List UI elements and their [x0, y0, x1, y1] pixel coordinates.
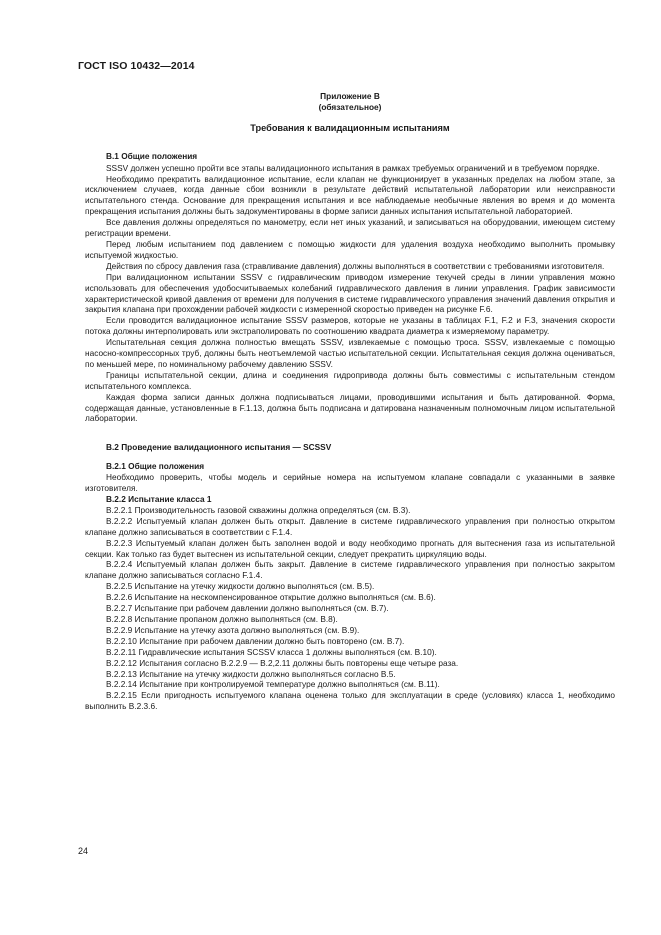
subsection-heading-b22: В.2.2 Испытание класса 1 [106, 494, 212, 504]
clause-item: В.2.2.3 Испытуемый клапан должен быть заполнен водой и воду необходимо прогнать для вытеснения газа из испытательной секции. Как только газ будет вытеснен из испытательной секции, следует прекратить циркуляцию воды. [85, 537, 615, 559]
paragraph: Все давления должны определяться по манометру, если нет иных указаний, и записываться на оборудовании, имеющем систему регистрации времени. [85, 217, 615, 239]
clause-item: В.2.2.7 Испытание при рабочем давлении должно выполняться (см. В.7). [106, 603, 389, 614]
clause-item: В.2.2.9 Испытание на утечку азота должно выполняться (см. В.9). [106, 624, 360, 635]
clause-item: В.2.2.15 Если пригодность испытуемого клапана оценена только для эксплуатации в среде (условиях) класса 1, необходимо выполнить В.2.3.6. [85, 690, 615, 712]
clause-item: В.2.2.1 Производительность газовой скважины должна определяться (см. В.3). [106, 504, 411, 515]
clause-item: В.2.2.4 Испытуемый клапан должен быть закрыт. Давление в системе гидравлического управления при полностью закрытом клапане должно записываться согласно F.1.4. [85, 559, 615, 581]
clause-item: В.2.2.11 Гидравлические испытания SCSSV класса 1 должны выполняться (см. В.10). [106, 646, 437, 657]
paragraph: Если проводится валидационное испытание SSSV размеров, которые не указаны в таблицах F.1, F.2 и F.3, значения скорости потока должны интерполировать или экстраполировать по соотношению квадрата диаметра к измеряемому параметру. [85, 315, 615, 337]
clause-item: В.2.2.13 Испытание на утечку жидкости должно выполняться согласно В.5. [106, 668, 396, 679]
paragraph: Каждая форма записи данных должна подписываться лицами, проводившими испытания и быть датированной. Форма, содержащая данные, установленные в F.1.13, должна быть подписана и датирована назначенным полномочным лицом испытательной лаборатории. [85, 391, 615, 424]
section-heading-b2: В.2 Проведение валидационного испытания — SCSSV [106, 442, 332, 453]
paragraph: Перед любым испытанием под давлением с помощью жидкости для удаления воздуха необходимо выполнить промывку испытуемой жидкостью. [85, 238, 615, 260]
annex-status: (обязательное) [318, 101, 382, 112]
subsection-heading-b21: В.2.1 Общие положения [106, 461, 205, 472]
document-header: ГОСТ ISO 10432—2014 [78, 60, 195, 72]
annex-name: Приложение В [320, 91, 380, 101]
clause-item: В.2.2.6 Испытание на нескомпенсированное открытие должно выполняться (см. В.6). [106, 592, 436, 603]
paragraph: Необходимо прекратить валидационное испытание, если клапан не функционирует в указанных пределах на любом этапе, за исключением случаев, когда данные сбои возникли в результате действий испытательной лаборатории или неисправности испытательного стенда. Основание для прекращения испытания и все наблюдаемые необычные явления во время и до момента прекращения испытания должны быть задокументированы в форме записи данных испытания испытательной лабораторией. [85, 173, 615, 217]
paragraph: Испытательная секция должна полностью вмещать SSSV, извлекаемые с помощью троса. SSSV, извлекаемые с помощью насосно-компрессорных труб, должны быть неотъемлемой частью испытательной секции. Испытательная секция должна оцениваться, по меньшей мере, по номинальному рабочему давлению SSSV. [85, 337, 615, 369]
paragraph: При валидационном испытании SSSV с гидравлическим приводом измерение текучей среды в линии управления можно использовать для обеспечения удобосчитываемых колебаний гидравлического давления в линии управления. График зависимости характеристической кривой давления от времени для получения в системе гидравлического управления значений давления открытия и закрытия клапана при прохождении рабочей жидкости с измеренной скоростью приведен на рисунке F.6. [85, 271, 615, 315]
paragraph: Необходимо проверить, чтобы модель и серийные номера на испытуемом клапане совпадали с указанными в заявке изготовителя. [85, 472, 615, 494]
annex-title: Требования к валидационным испытаниям [250, 122, 450, 133]
paragraph: Границы испытательной секции, длина и соединения гидропривода должны быть совместимы с испытательным стендом испытательного комплекса. [85, 369, 615, 391]
paragraph: SSSV должен успешно пройти все этапы валидационного испытания в рамках требуемых ограничений и в требуемом порядке. [106, 162, 600, 173]
page-number: 24 [78, 846, 89, 856]
clause-item: В.2.2.14 Испытание при контролируемой температуре должно выполняться (см. В.11). [106, 679, 440, 690]
clause-item: В.2.2.2 Испытуемый клапан должен быть открыт. Давление в системе гидравлического управления при полностью открытом клапане должно записываться в соответствии с F.1.4. [85, 515, 615, 537]
section-heading-b1: В.1 Общие положения [106, 150, 198, 161]
clause-item: В.2.2.10 Испытание при рабочем давлении должно быть повторено (см. В.7). [106, 635, 405, 646]
page-content [85, 91, 615, 712]
clause-item: В.2.2.5 Испытание на утечку жидкости должно выполняться (см. В.5). [106, 581, 375, 592]
clause-item: В.2.2.12 Испытания согласно В.2.2.9 — В.2,2.11 должны быть повторены еще четыре раза. [106, 657, 459, 668]
paragraph: Действия по сбросу давления газа (стравливание давления) должны выполняться в соответствии с требованиями изготовителя. [106, 260, 605, 271]
clause-item: В.2.2.8 Испытание пропаном должно выполняться (см. В.8). [106, 613, 338, 624]
